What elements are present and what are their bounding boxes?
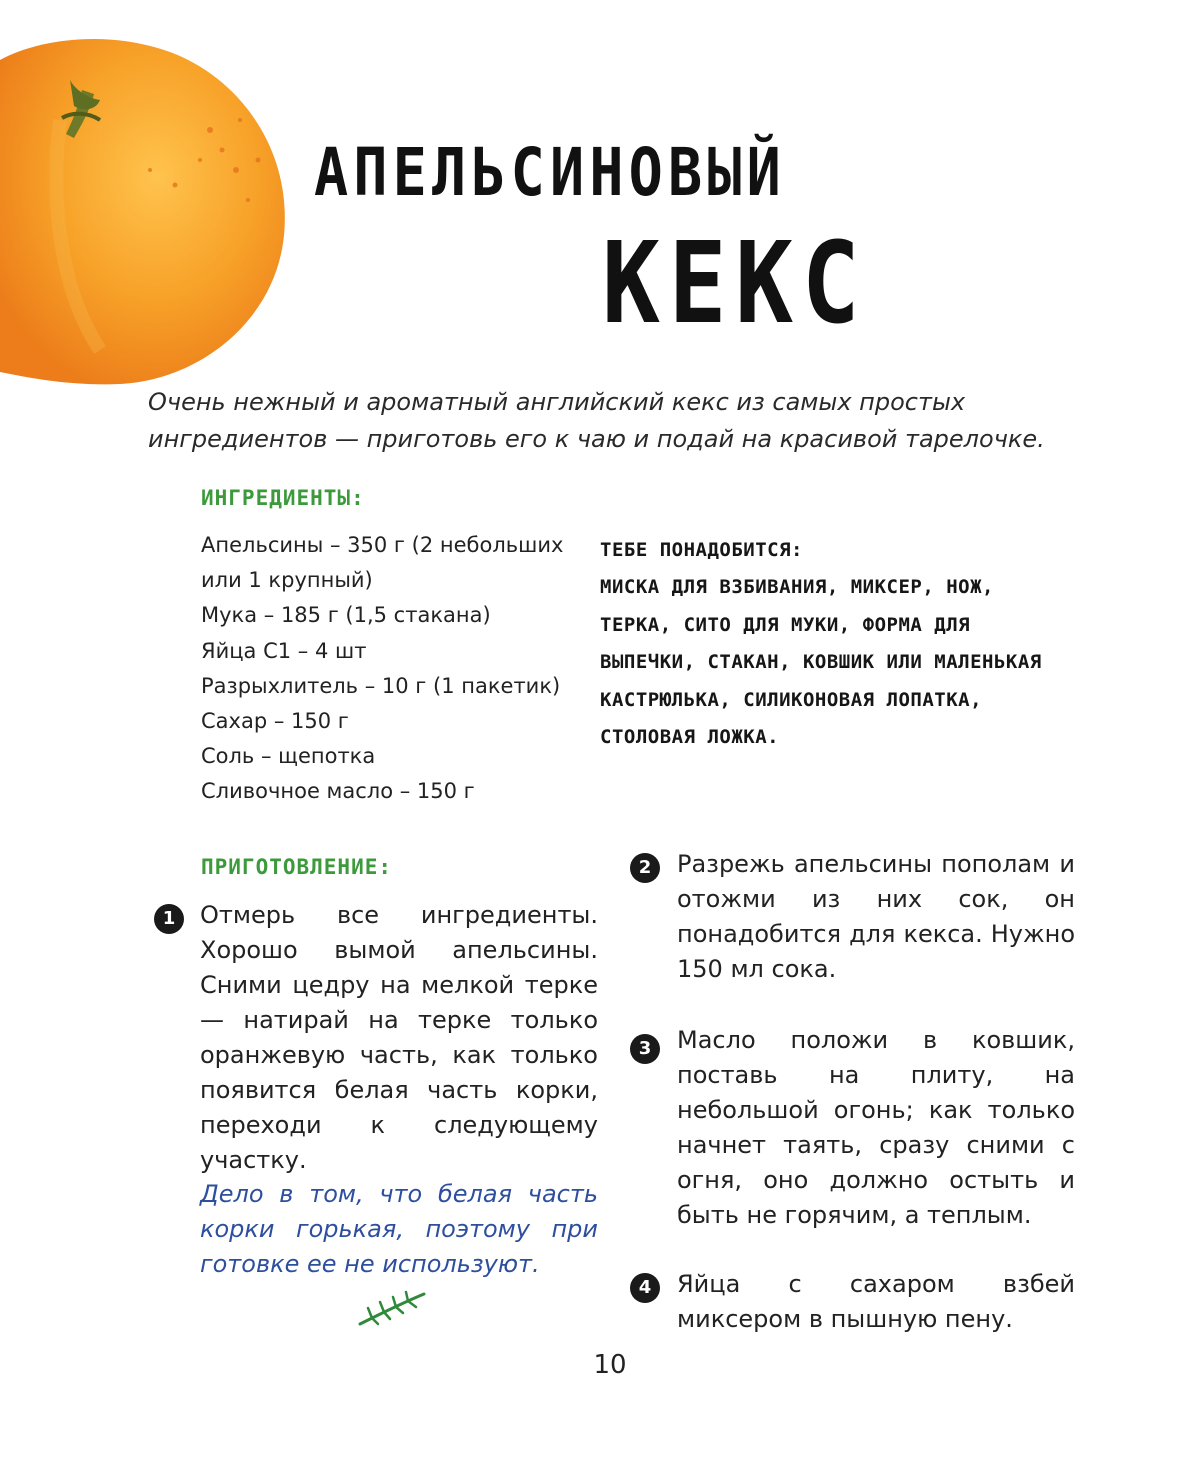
page-number: 10 bbox=[593, 1350, 627, 1380]
note-text: Дело в том, что белая часть корки горькая, поэтому при готовке ее не используют. bbox=[200, 1180, 598, 1278]
title-line-1: АПЕЛЬСИНОВЫЙ bbox=[314, 134, 786, 211]
title-line-2: КЕКС bbox=[602, 219, 869, 349]
ingredient-item: Разрыхлитель – 10 г (1 пакетик) bbox=[201, 673, 561, 698]
step-number-2: 2 bbox=[630, 853, 660, 883]
step-number-4: 4 bbox=[630, 1273, 660, 1303]
tools-text: МИСКА ДЛЯ ВЗБИВАНИЯ, МИКСЕР, НОЖ, ТЕРКА, СИТО ДЛЯ МУКИ, ФОРМА ДЛЯ ВЫПЕЧКИ, СТАКАН, КОВШИК ИЛИ МАЛЕНЬКАЯ КАСТРЮЛЬКА, СИЛИКОНОВАЯ ЛОПАТКА, СТОЛОВАЯ ЛОЖКА. bbox=[600, 576, 1042, 748]
step-2-text: Разрежь апельсины пополам и отожми из них сок, он понадобится для кекса. Нужно 150 мл сока. bbox=[677, 850, 1075, 983]
ingredient-item: Мука – 185 г (1,5 стакана) bbox=[201, 603, 491, 628]
tools-heading: ТЕБЕ ПОНАДОБИТСЯ: bbox=[600, 539, 803, 561]
ingredient-item: Яйца С1 – 4 шт bbox=[201, 638, 367, 663]
orange-fruit-icon bbox=[0, 0, 300, 390]
step-number-1: 1 bbox=[154, 904, 184, 934]
ingredients-list bbox=[201, 528, 581, 810]
ingredients-heading: ИНГРЕДИЕНТЫ: bbox=[201, 486, 365, 510]
step-1-text: Отмерь все ингредиенты. Хорошо вымой апельсины. Сними цедру на мелкой терке — натирай на терке только оранжевую часть, как только появится белая часть корки, переходи к следующему участку. bbox=[200, 901, 598, 1174]
ingredient-item: Сахар – 150 г bbox=[201, 709, 349, 734]
ingredient-item: Соль – щепотка bbox=[201, 744, 376, 769]
preparation-heading: ПРИГОТОВЛЕНИЕ: bbox=[201, 855, 393, 879]
intro-text: Очень нежный и ароматный английский кекс из самых простых ингредиентов — приготовь его к чаю и подай на красивой тарелочке. bbox=[148, 388, 1045, 453]
step-number-3: 3 bbox=[630, 1034, 660, 1064]
green-sprig-icon bbox=[356, 1288, 428, 1328]
step-4-text: Яйца с сахаром взбей миксером в пышную пену. bbox=[677, 1270, 1075, 1333]
step-3-text: Масло положи в ковшик, поставь на плиту, на небольшой огонь; как только начнет таять, сразу сними с огня, оно должно остыть и быть не горячим, а теплым. bbox=[677, 1026, 1075, 1229]
ingredient-item: Апельсины – 350 г (2 небольших или 1 крупный) bbox=[201, 533, 564, 593]
ingredient-item: Сливочное масло – 150 г bbox=[201, 779, 475, 804]
